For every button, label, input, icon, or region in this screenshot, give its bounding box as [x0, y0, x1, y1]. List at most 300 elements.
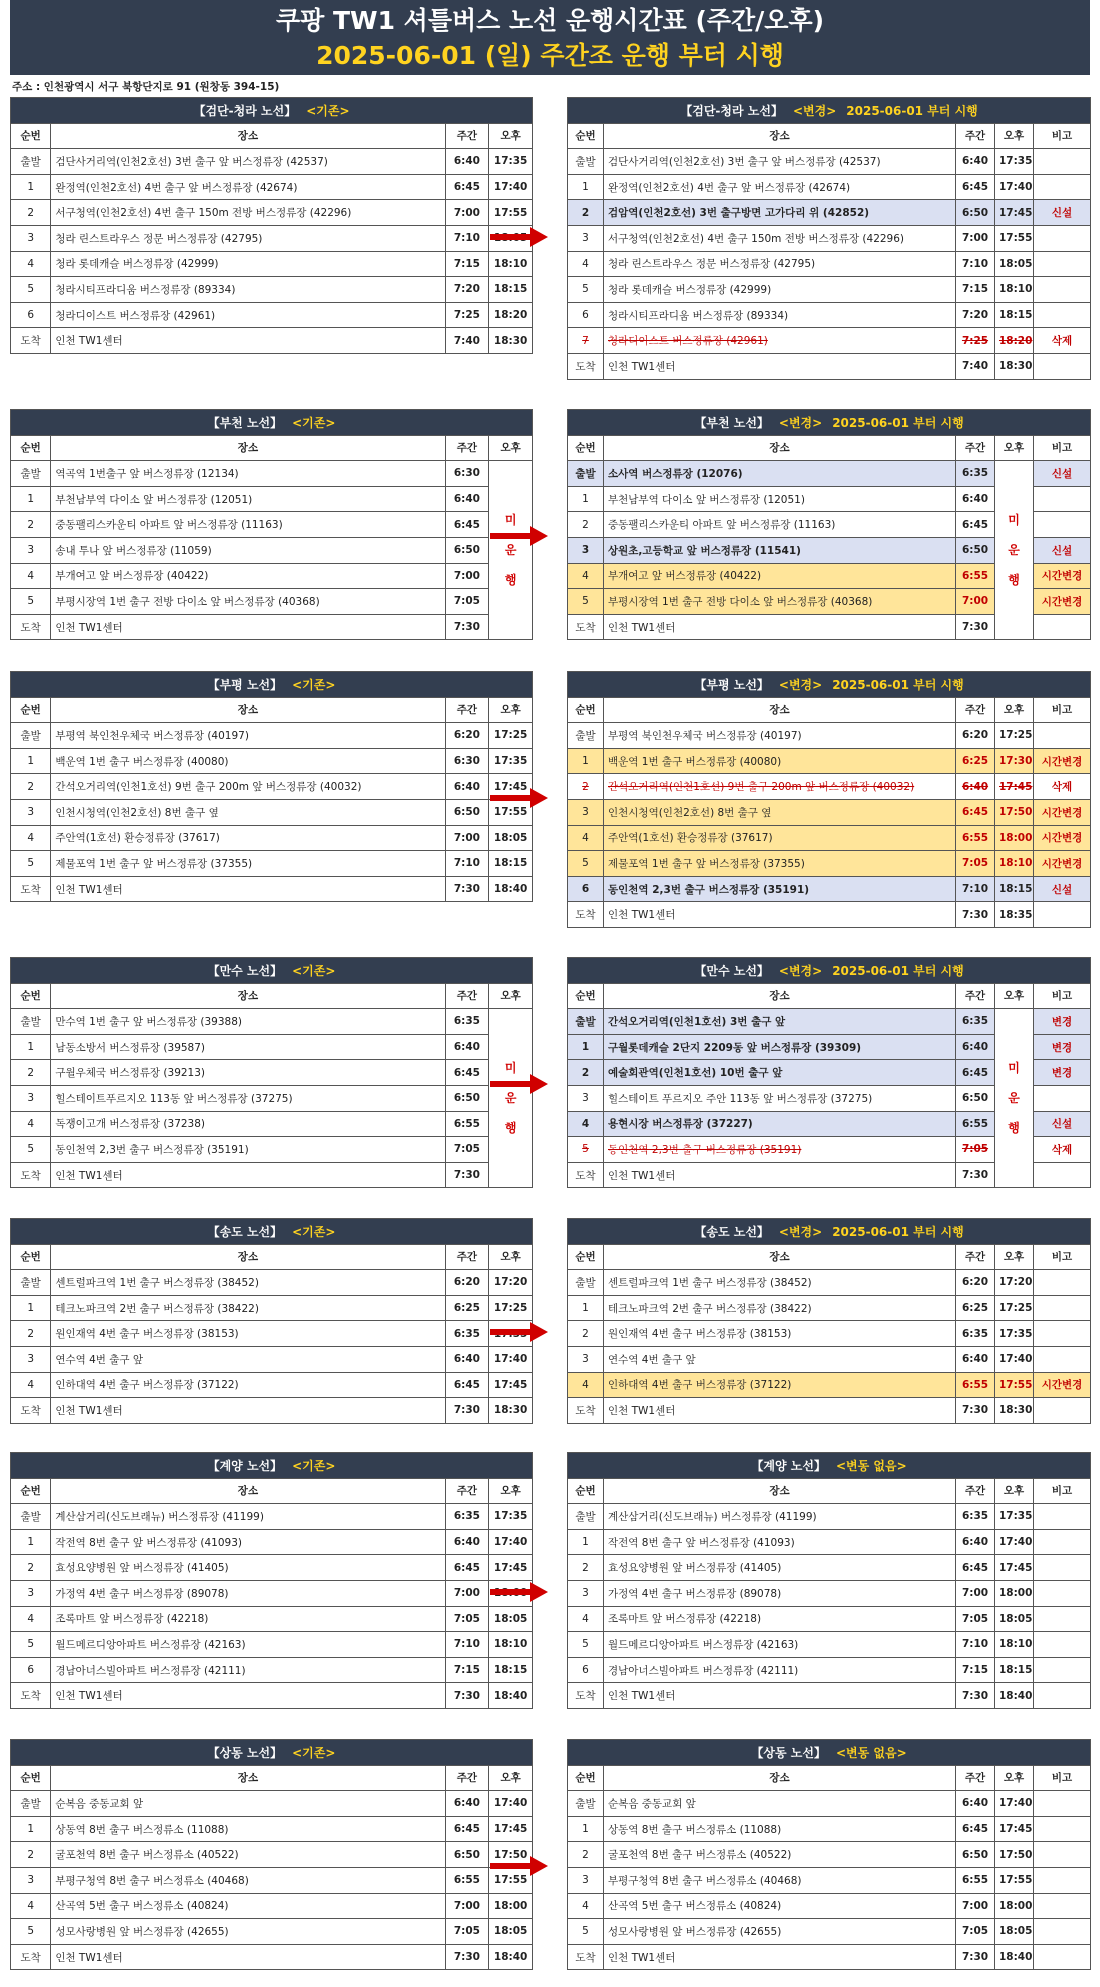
stop-seq: 2 [568, 1842, 604, 1868]
col-place: 장소 [604, 697, 956, 723]
stop-place: 부개여고 앞 버스정류장 (40422) [604, 563, 956, 589]
day-time: 7:25 [956, 328, 995, 354]
stop-seq: 도착 [568, 353, 604, 379]
pm-time: 17:35 [995, 149, 1034, 175]
stop-seq: 출발 [11, 1270, 51, 1296]
pm-time: 17:55 [995, 1372, 1034, 1398]
stop-seq: 4 [11, 1372, 51, 1398]
stop-place: 효성요양병원 앞 버스정류장 (41405) [604, 1555, 956, 1581]
day-time: 6:35 [445, 1009, 489, 1035]
table-title [568, 672, 1091, 698]
col-day: 주간 [445, 1478, 489, 1504]
pm-time: 17:25 [995, 1295, 1034, 1321]
day-time: 6:30 [445, 748, 489, 774]
stop-place: 제물포역 1번 출구 앞 버스정류장 (37355) [51, 851, 445, 877]
table-row [568, 277, 1091, 303]
table-row [568, 1606, 1091, 1632]
stop-place: 가정역 4번 출구 버스정류장 (89078) [51, 1580, 445, 1606]
col-note: 비고 [1034, 1765, 1091, 1791]
stop-place: 청라 린스트라우스 정문 버스정류장 (42795) [604, 251, 956, 277]
stop-seq: 2 [11, 1842, 51, 1868]
col-seq: 순번 [568, 123, 604, 149]
table-row [11, 1842, 533, 1868]
change-note: 시간변경 [1034, 851, 1091, 877]
table-row [568, 353, 1091, 379]
stop-seq: 6 [11, 1657, 51, 1683]
col-place: 장소 [51, 435, 445, 461]
table-title-row [11, 958, 533, 984]
pm-time: 17:40 [995, 1791, 1034, 1817]
change-note [1034, 1893, 1091, 1919]
pm-time: 17:40 [489, 174, 533, 200]
stop-place: 주안역(1호선) 환승정류장 (37617) [604, 825, 956, 851]
stop-place: 인천 TW1센터 [51, 1683, 445, 1709]
stop-seq: 4 [568, 1606, 604, 1632]
old-timetable-gyeyang [10, 1452, 533, 1709]
table-row [11, 851, 533, 877]
not-running-label [995, 1009, 1034, 1188]
stop-place: 센트럴파크역 1번 출구 버스정류장 (38452) [604, 1270, 956, 1296]
table-title [11, 1453, 533, 1479]
stop-seq: 6 [568, 1657, 604, 1683]
stop-seq: 5 [11, 851, 51, 877]
col-seq: 순번 [11, 435, 51, 461]
stop-place: 역곡역 1번출구 앞 버스정류장 (12134) [51, 461, 445, 487]
stop-seq: 3 [568, 1867, 604, 1893]
stop-place: 소사역 버스정류장 (12076) [604, 461, 956, 487]
effective-date: 2025-06-01 부터 시행 [832, 677, 964, 692]
day-time: 7:30 [956, 1683, 995, 1709]
old-timetable-bucheon [10, 409, 533, 640]
table-row [11, 512, 533, 538]
day-time: 6:50 [445, 537, 489, 563]
pm-time: 18:05 [489, 825, 533, 851]
pm-time: 17:35 [995, 1321, 1034, 1347]
day-time: 6:50 [956, 1085, 995, 1111]
stop-seq: 4 [568, 563, 604, 589]
change-note [1034, 1791, 1091, 1817]
day-time: 6:40 [445, 774, 489, 800]
stop-seq: 3 [11, 1085, 51, 1111]
day-time: 6:45 [956, 1816, 995, 1842]
table-row [11, 1034, 533, 1060]
change-note [1034, 1683, 1091, 1709]
stop-seq: 2 [568, 774, 604, 800]
stop-place: 청라 롯데캐슬 버스정류장 (42999) [604, 277, 956, 303]
stop-place: 만수역 1번 출구 앞 버스정류장 (39388) [51, 1009, 445, 1035]
day-time: 7:15 [956, 277, 995, 303]
stop-place: 동인천역 2,3번 출구 버스정류장 (35191) [604, 876, 956, 902]
stop-seq: 1 [11, 1816, 51, 1842]
route-name: 【검단-청라 노선】 [680, 103, 783, 118]
table-title-row [568, 1453, 1091, 1479]
stop-seq: 도착 [568, 1944, 604, 1970]
stop-place: 조록마트 앞 버스정류장 (42218) [604, 1606, 956, 1632]
col-pm: 오후 [489, 1765, 533, 1791]
table-row [11, 251, 533, 277]
stop-place: 성모사랑병원 앞 버스정류장 (42655) [604, 1919, 956, 1945]
stop-seq: 도착 [11, 328, 51, 354]
day-time: 6:50 [956, 200, 995, 226]
table-row [11, 1372, 533, 1398]
stop-place: 연수역 4번 출구 앞 [51, 1346, 445, 1372]
stop-seq: 3 [11, 1867, 51, 1893]
stop-place: 센트럴파크역 1번 출구 버스정류장 (38452) [51, 1270, 445, 1296]
table-title [11, 958, 533, 984]
day-time: 7:30 [445, 614, 489, 640]
stop-place: 효성요양병원 앞 버스정류장 (41405) [51, 1555, 445, 1581]
col-place: 장소 [604, 435, 956, 461]
col-pm: 오후 [489, 697, 533, 723]
table-row [11, 1791, 533, 1817]
day-time: 6:30 [445, 461, 489, 487]
pm-time: 18:10 [489, 1632, 533, 1658]
table-title-row [11, 1219, 533, 1245]
col-day: 주간 [445, 1765, 489, 1791]
change-note [1034, 723, 1091, 749]
pm-time: 18:10 [995, 1632, 1034, 1658]
pm-time: 17:55 [995, 1867, 1034, 1893]
stop-place: 부천남부역 다이소 앞 버스정류장 (12051) [51, 486, 445, 512]
col-place: 장소 [604, 1478, 956, 1504]
day-time: 6:45 [956, 1555, 995, 1581]
stop-seq: 1 [11, 486, 51, 512]
stop-place: 산곡역 5번 출구 버스정류소 (40824) [604, 1893, 956, 1919]
day-time: 7:15 [956, 1657, 995, 1683]
pm-time: 17:55 [995, 225, 1034, 251]
stop-seq: 3 [11, 1346, 51, 1372]
stop-seq: 1 [11, 174, 51, 200]
column-header-row [11, 1478, 533, 1504]
pm-time: 17:45 [489, 774, 533, 800]
stop-place: 간석오거리역(인천1호선) 9번 출구 200m 앞 버스정류장 (40032) [51, 774, 445, 800]
stop-place: 상동역 8번 출구 버스정류소 (11088) [51, 1816, 445, 1842]
change-note: 삭제 [1034, 774, 1091, 800]
col-day: 주간 [956, 1765, 995, 1791]
change-note: 신설 [1034, 461, 1091, 487]
stop-seq: 2 [11, 200, 51, 226]
change-note [1034, 1657, 1091, 1683]
route-name: 【상동 노선】 [751, 1745, 826, 1760]
stop-seq: 출발 [11, 723, 51, 749]
pm-time: 17:45 [995, 1555, 1034, 1581]
day-time: 6:50 [445, 1085, 489, 1111]
not-running-label [489, 461, 533, 640]
stop-seq: 2 [568, 512, 604, 538]
stop-seq: 도착 [11, 1162, 51, 1188]
table-row [568, 1270, 1091, 1296]
stop-place: 중동팰리스카운티 아파트 앞 버스정류장 (11163) [51, 512, 445, 538]
col-day: 주간 [956, 983, 995, 1009]
table-title [568, 1219, 1091, 1245]
pm-time: 18:05 [995, 1919, 1034, 1945]
not-running-char: 미 [504, 1061, 517, 1076]
day-time: 6:40 [445, 1034, 489, 1060]
day-time: 6:45 [956, 512, 995, 538]
change-note [1034, 174, 1091, 200]
stop-place: 구월우체국 버스정류장 (39213) [51, 1060, 445, 1086]
stop-seq: 도착 [11, 1944, 51, 1970]
day-time: 6:40 [445, 1529, 489, 1555]
day-time: 7:30 [956, 1944, 995, 1970]
stop-seq: 3 [568, 1346, 604, 1372]
col-pm: 오후 [995, 983, 1034, 1009]
table-title-row [568, 1740, 1091, 1766]
stop-seq: 3 [11, 225, 51, 251]
stop-place: 중동팰리스카운티 아파트 앞 버스정류장 (11163) [604, 512, 956, 538]
col-seq: 순번 [568, 435, 604, 461]
table-row [11, 589, 533, 615]
stop-place: 인천 TW1센터 [604, 1683, 956, 1709]
pm-time: 17:55 [489, 1867, 533, 1893]
day-time: 7:05 [956, 1137, 995, 1163]
stop-place: 청라디이스트 버스정류장 (42961) [604, 328, 956, 354]
pm-time: 18:35 [995, 902, 1034, 928]
table-row [11, 1085, 533, 1111]
pm-time: 17:35 [489, 1504, 533, 1530]
table-row [568, 1919, 1091, 1945]
pm-time: 17:40 [489, 1346, 533, 1372]
table-row [11, 328, 533, 354]
table-title [568, 410, 1091, 436]
route-name: 【송도 노선】 [694, 1224, 769, 1239]
old-timetable-songdo [10, 1218, 533, 1424]
stop-seq: 5 [11, 1919, 51, 1945]
table-row [11, 799, 533, 825]
stop-place: 조록마트 앞 버스정류장 (42218) [51, 1606, 445, 1632]
day-time: 7:15 [445, 251, 489, 277]
stop-seq: 4 [11, 251, 51, 277]
not-running-char: 미 [1008, 513, 1020, 528]
pm-time: 17:45 [995, 1816, 1034, 1842]
not-running-char: 행 [1008, 573, 1020, 588]
col-note: 비고 [1034, 1478, 1091, 1504]
col-place: 장소 [604, 983, 956, 1009]
table-title [11, 1740, 533, 1766]
day-time: 6:35 [445, 1504, 489, 1530]
day-time: 6:50 [445, 1842, 489, 1868]
col-seq: 순번 [568, 1478, 604, 1504]
day-time: 6:35 [956, 1009, 995, 1035]
day-time: 7:15 [445, 1657, 489, 1683]
col-day: 주간 [956, 123, 995, 149]
day-time: 7:30 [956, 1162, 995, 1188]
col-pm: 오후 [489, 983, 533, 1009]
table-row [568, 723, 1091, 749]
stop-place: 인천 TW1센터 [51, 1398, 445, 1424]
change-note: 삭제 [1034, 328, 1091, 354]
route-name: 【부평 노선】 [207, 677, 283, 692]
table-row [568, 799, 1091, 825]
col-pm: 오후 [489, 123, 533, 149]
day-time: 7:00 [445, 563, 489, 589]
day-time: 7:00 [445, 825, 489, 851]
table-title-row [11, 1453, 533, 1479]
col-pm: 오후 [995, 1765, 1034, 1791]
stop-place: 서구청역(인천2호선) 4번 출구 150m 전방 버스정류장 (42296) [51, 200, 445, 226]
change-note: 시간변경 [1034, 799, 1091, 825]
col-place: 장소 [51, 1478, 445, 1504]
table-row [11, 537, 533, 563]
day-time: 6:40 [956, 1529, 995, 1555]
stop-place: 부평역 북인천우체국 버스정류장 (40197) [51, 723, 445, 749]
stop-place: 작전역 8번 출구 앞 버스정류장 (41093) [604, 1529, 956, 1555]
column-header-row [11, 697, 533, 723]
day-time: 7:40 [445, 328, 489, 354]
stop-place: 테크노파크역 2번 출구 버스정류장 (38422) [51, 1295, 445, 1321]
table-title-row [11, 672, 533, 698]
day-time: 6:20 [445, 723, 489, 749]
pm-time: 18:10 [995, 851, 1034, 877]
day-time: 7:10 [445, 225, 489, 251]
pm-time: 18:40 [995, 1944, 1034, 1970]
pm-time: 18:00 [995, 1580, 1034, 1606]
table-title [11, 98, 533, 124]
stop-seq: 4 [11, 563, 51, 589]
stop-place: 가정역 4번 출구 버스정류장 (89078) [604, 1580, 956, 1606]
pm-time: 17:45 [489, 1372, 533, 1398]
day-time: 6:35 [956, 1504, 995, 1530]
not-running-label [489, 1009, 533, 1188]
stop-place: 부평시장역 1번 출구 전방 다이소 앞 버스정류장 (40368) [604, 589, 956, 615]
stop-place: 제물포역 1번 출구 앞 버스정류장 (37355) [604, 851, 956, 877]
col-seq: 순번 [568, 983, 604, 1009]
stop-place: 계산삼거리(신도브래뉴) 버스정류장 (41199) [604, 1504, 956, 1530]
table-row [568, 825, 1091, 851]
stop-seq: 도착 [11, 876, 51, 902]
table-row [568, 1816, 1091, 1842]
stop-place: 간석오거리역(인천1호선) 9번 출구 200m 앞 버스정류장 (40032) [604, 774, 956, 800]
stop-seq: 2 [568, 200, 604, 226]
route-name: 【상동 노선】 [207, 1745, 283, 1760]
table-title-row [568, 1219, 1091, 1245]
stop-seq: 1 [568, 486, 604, 512]
day-time: 6:25 [956, 748, 995, 774]
stop-seq: 3 [11, 799, 51, 825]
pm-time: 17:50 [995, 799, 1034, 825]
stop-place: 힐스테이트푸르지오 113동 앞 버스정류장 (37275) [51, 1085, 445, 1111]
table-row [568, 1009, 1091, 1035]
col-note: 비고 [1034, 123, 1091, 149]
column-header-row [11, 983, 533, 1009]
table-title-row [568, 672, 1091, 698]
table-row [568, 1791, 1091, 1817]
table-row [568, 774, 1091, 800]
table-row [11, 1893, 533, 1919]
pm-time: 18:30 [489, 328, 533, 354]
route-name: 【검단-청라 노선】 [193, 103, 297, 118]
pm-time: 17:40 [995, 1346, 1034, 1372]
day-time: 6:45 [956, 174, 995, 200]
col-place: 장소 [51, 697, 445, 723]
stop-seq: 출발 [568, 1504, 604, 1530]
route-name: 【송도 노선】 [207, 1224, 283, 1239]
col-pm: 오후 [489, 435, 533, 461]
pm-time: 17:55 [489, 200, 533, 226]
column-header-row [11, 1765, 533, 1791]
table-title-row [11, 98, 533, 124]
change-note [1034, 251, 1091, 277]
stop-place: 월드메르디앙아파트 버스정류장 (42163) [51, 1632, 445, 1658]
pm-time: 17:45 [489, 1816, 533, 1842]
day-time: 7:30 [445, 1398, 489, 1424]
day-time: 6:55 [956, 1111, 995, 1137]
day-time: 6:55 [956, 825, 995, 851]
new-timetable-sangdong [567, 1739, 1091, 1970]
day-time: 6:40 [956, 1034, 995, 1060]
day-time: 6:55 [956, 1867, 995, 1893]
column-header-row [568, 1765, 1091, 1791]
not-running-char: 운 [504, 1091, 517, 1106]
change-note [1034, 1580, 1091, 1606]
table-row [568, 1555, 1091, 1581]
col-pm: 오후 [995, 1244, 1034, 1270]
day-time: 6:40 [956, 149, 995, 175]
stop-place: 인천 TW1센터 [604, 902, 956, 928]
stop-place: 경남아너스빌아파트 버스정류장 (42111) [51, 1657, 445, 1683]
day-time: 7:30 [445, 876, 489, 902]
day-time: 6:45 [445, 512, 489, 538]
col-day: 주간 [445, 435, 489, 461]
table-row [568, 1529, 1091, 1555]
not-running-label [995, 461, 1034, 640]
change-note [1034, 302, 1091, 328]
change-arrow-icon [488, 1854, 550, 1878]
pm-time: 18:40 [489, 876, 533, 902]
stop-seq: 5 [11, 277, 51, 303]
stop-seq: 4 [11, 1893, 51, 1919]
stop-place: 검단사거리역(인천2호선) 3번 출구 앞 버스정류장 (42537) [51, 149, 445, 175]
day-time: 6:20 [445, 1270, 489, 1296]
table-row [11, 748, 533, 774]
stop-seq: 출발 [568, 1270, 604, 1296]
stop-seq: 4 [568, 1111, 604, 1137]
stop-place: 간석오거리역(인천1호선) 3번 출구 앞 [604, 1009, 956, 1035]
stop-seq: 7 [568, 328, 604, 354]
change-note [1034, 225, 1091, 251]
stop-place: 힐스테이트 푸르지오 주안 113동 앞 버스정류장 (37275) [604, 1085, 956, 1111]
stop-seq: 도착 [568, 614, 604, 640]
stop-place: 인천 TW1센터 [604, 614, 956, 640]
change-note [1034, 1346, 1091, 1372]
page-subtitle: 2025-06-01 (일) 주간조 운행 부터 시행 [316, 41, 784, 70]
change-note [1034, 486, 1091, 512]
not-running-char: 미 [1008, 1061, 1020, 1076]
stop-place: 원인재역 4번 출구 버스정류장 (38153) [51, 1321, 445, 1347]
col-day: 주간 [956, 697, 995, 723]
table-row [11, 1504, 533, 1530]
stop-place: 청라시티프라디움 버스정류장 (89334) [604, 302, 956, 328]
table-row [568, 1580, 1091, 1606]
route-tag: <변동 없음> [835, 1745, 907, 1760]
col-note: 비고 [1034, 435, 1091, 461]
stop-seq: 출발 [11, 461, 51, 487]
stop-seq: 출발 [11, 1009, 51, 1035]
day-time: 6:40 [956, 486, 995, 512]
column-header-row [11, 1244, 533, 1270]
day-time: 6:40 [956, 1791, 995, 1817]
col-day: 주간 [956, 1244, 995, 1270]
table-title-row [11, 410, 533, 436]
day-time: 6:45 [445, 1060, 489, 1086]
stop-place: 부개여고 앞 버스정류장 (40422) [51, 563, 445, 589]
not-running-char: 행 [1008, 1121, 1020, 1136]
route-name: 【부평 노선】 [694, 677, 769, 692]
pm-time: 17:30 [995, 748, 1034, 774]
route-tag: <변경> [778, 1224, 823, 1239]
stop-seq: 5 [11, 1632, 51, 1658]
stop-place: 백운역 1번 출구 버스정류장 (40080) [51, 748, 445, 774]
